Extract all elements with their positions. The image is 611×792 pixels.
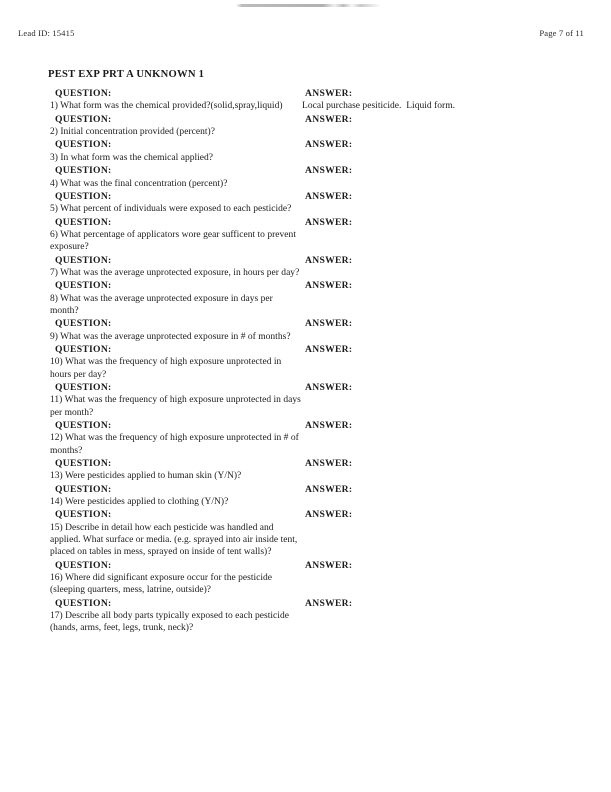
answer-column [300, 217, 600, 229]
question-text: 14) Were pesticides applied to clothing (Y/N)? [50, 497, 229, 508]
answer-label: ANSWER: [305, 190, 353, 202]
qa-row [0, 191, 611, 216]
answer-column [300, 114, 600, 126]
question-label: QUESTION: [55, 343, 112, 355]
question-text: 13) Were pesticides applied to human skin (Y/N)? [50, 471, 242, 482]
question-column [50, 139, 302, 164]
qa-row [0, 420, 611, 457]
answer-label: ANSWER: [305, 165, 353, 177]
question-column [50, 509, 302, 558]
qa-row [0, 458, 611, 483]
answer-label: ANSWER: [305, 597, 353, 609]
question-column [50, 344, 302, 381]
answer-column [300, 484, 600, 496]
question-label: QUESTION: [55, 254, 112, 266]
question-column [50, 560, 302, 597]
answer-label: ANSWER: [305, 559, 353, 571]
question-label: QUESTION: [55, 559, 112, 571]
answer-label: ANSWER: [305, 254, 353, 266]
answer-label: ANSWER: [305, 343, 353, 355]
qa-row [0, 255, 611, 280]
question-column [50, 420, 302, 457]
question-column [50, 484, 302, 509]
answer-label: ANSWER: [305, 509, 353, 521]
answer-label: ANSWER: [305, 318, 353, 330]
question-label: QUESTION: [55, 483, 112, 495]
question-text: 4) What was the final concentration (percent)? [50, 178, 228, 189]
qa-row [0, 509, 611, 558]
scan-artifact [236, 4, 381, 7]
answer-label: ANSWER: [305, 139, 353, 151]
question-text: 16) Where did significant exposure occur for the pesticide (sleeping quarters, mess, latrine, outside)? [50, 573, 273, 596]
question-text: 2) Initial concentration provided (percent)? [50, 127, 215, 138]
question-column [50, 458, 302, 483]
question-label: QUESTION: [55, 216, 112, 228]
question-column [50, 165, 302, 190]
qa-row [0, 88, 611, 113]
page-running-head [0, 28, 611, 42]
answer-column [300, 509, 600, 521]
qa-row [0, 560, 611, 597]
question-column [50, 88, 302, 113]
question-text: 8) What was the average unprotected exposure in days per month? [50, 293, 273, 316]
qa-row [0, 344, 611, 381]
qa-row [0, 139, 611, 164]
page-title: PEST EXP PRT A UNKNOWN 1 [48, 69, 205, 80]
question-label: QUESTION: [55, 419, 112, 431]
question-text: 5) What percent of individuals were exposed to each pesticide? [50, 204, 292, 215]
answer-label: ANSWER: [305, 381, 353, 393]
answer-label: ANSWER: [305, 483, 353, 495]
question-label: QUESTION: [55, 190, 112, 202]
question-label: QUESTION: [55, 381, 112, 393]
answer-column [300, 420, 600, 432]
qa-row [0, 280, 611, 317]
question-column [50, 280, 302, 317]
question-column [50, 217, 302, 254]
answer-text[interactable]: Local purchase pesiticide. Liquid form. [302, 101, 456, 112]
answer-label: ANSWER: [305, 419, 353, 431]
qa-row [0, 382, 611, 419]
answer-column [300, 318, 600, 330]
question-text: 17) Describe all body parts typically exposed to each pesticide (hands, arms, feet, legs, trunk, neck)? [50, 611, 289, 634]
qa-row [0, 217, 611, 254]
question-text: 3) In what form was the chemical applied? [50, 152, 214, 163]
question-text: 9) What was the average unprotected exposure in # of months? [50, 331, 291, 342]
qa-row [0, 484, 611, 509]
answer-column [300, 139, 600, 151]
answer-column [300, 255, 600, 267]
question-label: QUESTION: [55, 165, 112, 177]
question-text: 6) What percentage of applicators wore gear sufficent to prevent exposure? [50, 229, 296, 253]
question-label: QUESTION: [55, 509, 112, 521]
qa-row [0, 318, 611, 343]
question-column [50, 191, 302, 216]
question-label: QUESTION: [55, 457, 112, 469]
question-column [50, 598, 302, 635]
question-text: 7) What was the average unprotected exposure, in hours per day? [50, 267, 300, 278]
lead-id-label: Lead ID: 15415 [18, 28, 75, 38]
question-answer-list [0, 88, 611, 636]
answer-label: ANSWER: [305, 216, 353, 228]
question-label: QUESTION: [55, 280, 112, 292]
page-number-label: Page 7 of 11 [539, 28, 584, 38]
answer-label: ANSWER: [305, 113, 353, 125]
answer-column [300, 344, 600, 356]
answer-column [300, 560, 600, 572]
question-label: QUESTION: [55, 597, 112, 609]
question-column [50, 255, 302, 280]
answer-label: ANSWER: [305, 88, 353, 99]
qa-row [0, 165, 611, 190]
answer-column [300, 598, 600, 610]
question-text: 12) What was the frequency of high exposure unprotected in # of months? [50, 433, 299, 456]
question-column [50, 318, 302, 343]
answer-column [300, 165, 600, 177]
answer-column [300, 458, 600, 470]
answer-column [300, 382, 600, 394]
qa-row [0, 114, 611, 139]
answer-column [300, 88, 600, 113]
question-text: 11) What was the frequency of high exposure unprotected in days per month? [50, 395, 301, 418]
question-label: QUESTION: [55, 318, 112, 330]
question-text: 1) What form was the chemical provided?(solid,spray,liquid) [50, 101, 283, 112]
question-label: QUESTION: [55, 113, 112, 125]
answer-column [300, 191, 600, 203]
question-column [50, 114, 302, 139]
answer-label: ANSWER: [305, 280, 353, 292]
question-column [50, 382, 302, 419]
qa-row [0, 598, 611, 635]
answer-column [300, 280, 600, 292]
question-text: 10) What was the frequency of high exposure unprotected in hours per day? [50, 357, 282, 380]
answer-label: ANSWER: [305, 457, 353, 469]
question-label: QUESTION: [55, 139, 112, 151]
question-text: 15) Describe in detail how each pesticide was handled and applied. What surface or media. (e.g. sprayed into air inside tent, placed on tables in mess, sprayed on inside of tent walls)? [50, 522, 298, 558]
question-label: QUESTION: [55, 88, 112, 99]
